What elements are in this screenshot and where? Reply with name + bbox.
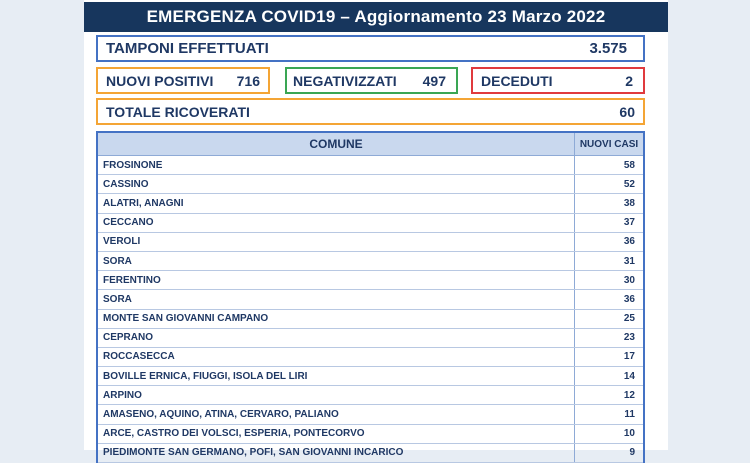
nuovi-casi-cell: 11 [624, 409, 635, 421]
comune-cell: ARPINO [98, 386, 575, 404]
comune-cell: FERENTINO [98, 271, 575, 289]
nuovi-casi-cell: 31 [623, 255, 635, 267]
table-row [98, 329, 643, 348]
table-row [98, 194, 643, 213]
table-row [98, 252, 643, 271]
deceduti-label: DECEDUTI [481, 72, 553, 89]
nuovi-casi-cell: 25 [623, 313, 635, 325]
comune-cell: ALATRI, ANAGNI [98, 194, 575, 212]
comune-cell: PIEDIMONTE SAN GERMANO, POFI, SAN GIOVANNI INCARICO [98, 444, 575, 462]
table-body [98, 156, 643, 463]
column-header-comune: COMUNE [98, 133, 575, 155]
negativizzati-value: 497 [422, 72, 446, 89]
nuovi-casi-cell: 36 [623, 236, 635, 248]
bulletin-page [84, 0, 668, 459]
comune-cell: CASSINO [98, 175, 575, 193]
nuovi-positivi-box [96, 67, 270, 94]
table-row [98, 444, 643, 463]
ricoverati-label: TOTALE RICOVERATI [106, 103, 250, 120]
table-row [98, 310, 643, 329]
nuovi-casi-cell: 52 [623, 178, 635, 190]
negativizzati-label: NEGATIVIZZATI [293, 72, 397, 89]
ricoverati-box [96, 98, 645, 125]
table-row [98, 386, 643, 405]
table-row [98, 233, 643, 252]
comune-cell: CEPRANO [98, 329, 575, 347]
table-row [98, 405, 643, 424]
comune-cell: VEROLI [98, 233, 575, 251]
table-row [98, 175, 643, 194]
comune-cell: AMASENO, AQUINO, ATINA, CERVARO, PALIANO [98, 405, 575, 423]
table-row [98, 156, 643, 175]
deceduti-value: 2 [625, 72, 633, 89]
nuovi-casi-cell: 58 [623, 159, 635, 171]
tamponi-box [96, 35, 645, 62]
comune-cell: CECCANO [98, 214, 575, 232]
table-header [98, 133, 643, 156]
nuovi-casi-cell: 17 [623, 351, 635, 363]
nuovi-casi-cell: 14 [623, 370, 635, 382]
comune-cell: ROCCASECCA [98, 348, 575, 366]
nuovi-casi-cell: 36 [623, 293, 635, 305]
ricoverati-value: 60 [619, 103, 635, 120]
nuovi-casi-cell: 9 [629, 447, 635, 459]
comune-cell: BOVILLE ERNICA, FIUGGI, ISOLA DEL LIRI [98, 367, 575, 385]
bulletin-title: EMERGENZA COVID19 – Aggiornamento 23 Marzo 2022 [84, 2, 668, 32]
table-row [98, 271, 643, 290]
table-row [98, 367, 643, 386]
nuovi-casi-cell: 38 [623, 197, 635, 209]
cases-table [96, 131, 645, 463]
table-row [98, 425, 643, 444]
table-row [98, 290, 643, 309]
nuovi-casi-cell: 37 [623, 217, 635, 229]
nuovi-casi-cell: 10 [623, 428, 635, 440]
nuovi-positivi-value: 716 [236, 72, 260, 89]
comune-cell: FROSINONE [98, 156, 575, 174]
negativizzati-box [285, 67, 458, 94]
column-header-nuovi-casi: NUOVI CASI [579, 138, 639, 150]
comune-cell: ARCE, CASTRO DEI VOLSCI, ESPERIA, PONTECORVO [98, 425, 575, 443]
deceduti-box [471, 67, 645, 94]
comune-cell: SORA [98, 290, 575, 308]
nuovi-casi-cell: 12 [623, 389, 635, 401]
tamponi-label: TAMPONI EFFETTUATI [106, 40, 269, 57]
nuovi-positivi-label: NUOVI POSITIVI [106, 72, 214, 89]
comune-cell: MONTE SAN GIOVANNI CAMPANO [98, 310, 575, 328]
nuovi-casi-cell: 30 [623, 274, 635, 286]
table-row [98, 214, 643, 233]
comune-cell: SORA [98, 252, 575, 270]
table-row [98, 348, 643, 367]
nuovi-casi-cell: 23 [623, 332, 635, 344]
tamponi-value: 3.575 [589, 40, 627, 57]
